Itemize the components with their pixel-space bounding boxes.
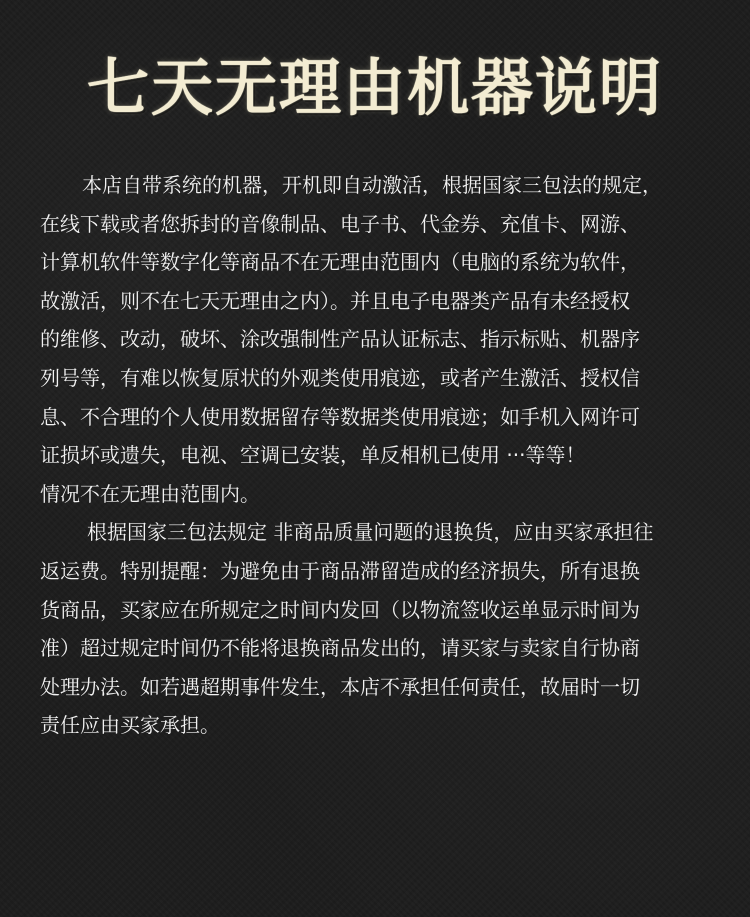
paragraph-line: 本店自带系统的机器，开机即自动激活，根据国家三包法的规定， (82, 173, 662, 197)
paragraph-line: 列号等，有难以恢复原状的外观类使用痕迹，或者产生激活、授权信 (40, 365, 640, 390)
page-title: 七天无理由机器说明 (86, 51, 663, 124)
paragraph-return-shipping (40, 513, 712, 745)
paragraph-line: 根据国家三包法规定 非商品质量问题的退换货，应由买家承担往 (87, 520, 654, 545)
paragraph-activation-policy (40, 166, 712, 513)
paragraph-line: 货商品，买家应在所规定之时间内发回（以物流签收运单显示时间为 (40, 597, 640, 622)
paragraph-line: 的维修、改动，破坏、涂改强制性产品认证标志、指示标贴、机器序 (40, 327, 640, 352)
paragraph-line: 息、不合理的个人使用数据留存等数据类使用痕迹；如手机入网许可 (40, 404, 640, 429)
paragraph-line: 责任应由买家承担。 (40, 713, 220, 738)
paragraph-line: 返运费。特别提醒：为避免由于商品滞留造成的经济损失，所有退换 (40, 558, 640, 583)
paragraph-line: 处理办法。如若遇超期事件发生，本店不承担任何责任，故届时一切 (40, 674, 640, 699)
paragraph-line: 在线下载或者您拆封的音像制品、电子书、代金券、充值卡、网游、 (40, 211, 640, 236)
paragraph-line: 故激活，则不在七天无理由之内）。并且电子电器类产品有未经授权 (40, 288, 630, 313)
paragraph-line: 准）超过规定时间仍不能将退换商品发出的，请买家与卖家自行协商 (40, 636, 640, 661)
paragraph-line: 计算机软件等数字化等商品不在无理由范围内（电脑的系统为软件， (40, 250, 640, 275)
paragraph-line: 证损坏或遗失，电视、空调已安装，单反相机已使用 ···等等！ (40, 443, 586, 468)
policy-text (40, 166, 712, 745)
paragraph-line: 情况不在无理由范围内。 (40, 481, 260, 506)
